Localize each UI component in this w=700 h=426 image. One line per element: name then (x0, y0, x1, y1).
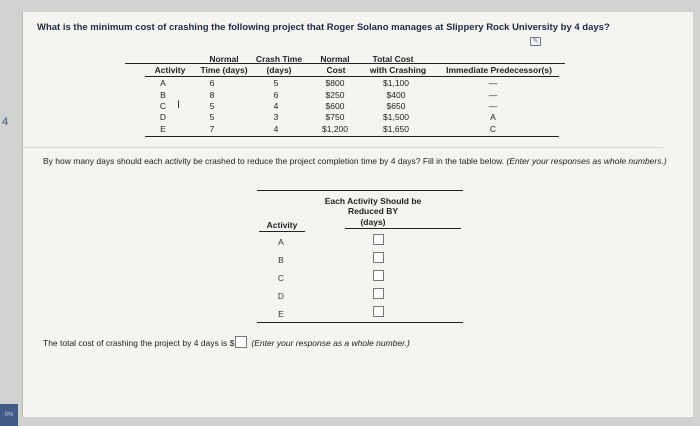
header-crash-time-1: Crash Time (255, 54, 303, 64)
cell-predecessor: — (488, 101, 498, 111)
answer-header-activity: Activity (266, 220, 298, 230)
cell-normal-time: 7 (209, 124, 215, 134)
table-bottom-rule (145, 136, 559, 137)
cell-total-cost: $1,650 (383, 124, 409, 134)
cell-activity: E (160, 124, 166, 134)
answer-activity-label: A (278, 237, 284, 247)
header-normal-time-2: Time (days) (200, 65, 248, 75)
answer-header-3: (days) (360, 217, 386, 227)
cell-total-cost: $1,100 (383, 78, 409, 88)
section-divider (23, 147, 663, 148)
answer-activity-label: D (277, 291, 285, 301)
total-cost-input[interactable] (235, 336, 247, 348)
reduce-days-input-a[interactable] (373, 234, 384, 245)
cell-total-cost: $1,500 (383, 112, 409, 122)
answer-days-rule (345, 228, 461, 229)
text-cursor-icon: I (177, 99, 181, 111)
reduce-days-input-e[interactable] (373, 306, 384, 317)
side-marker: 4 (2, 116, 9, 128)
cell-normal-time: 5 (209, 101, 215, 111)
answer-top-rule (257, 190, 463, 191)
reduce-days-input-c[interactable] (373, 270, 384, 281)
cell-normal-time: 5 (209, 112, 215, 122)
cell-total-cost: $650 (386, 101, 406, 111)
cell-predecessor: — (488, 78, 498, 88)
header-crash-time-2: (days) (266, 65, 292, 75)
cell-activity: A (160, 78, 166, 88)
reduce-days-input-d[interactable] (373, 288, 384, 299)
cell-crash-time: 5 (273, 78, 279, 88)
total-cost-prefix: The total cost of crashing the project by 4 days is $ (43, 338, 235, 348)
answer-activity-label: C (277, 273, 285, 283)
answer-header-1: Each Activity Should be (324, 196, 422, 206)
instructions (43, 156, 673, 167)
cell-normal-cost: $600 (325, 101, 345, 111)
header-normal-cost-1: Normal (320, 54, 350, 64)
corner-tag: 0% (0, 404, 18, 426)
cell-normal-cost: $750 (325, 112, 345, 122)
header-total-cost-1: Total Cost (372, 54, 414, 64)
cell-crash-time: 4 (273, 101, 279, 111)
cell-activity: D (159, 112, 167, 122)
header-activity: Activity (154, 65, 186, 75)
cell-crash-time: 6 (273, 90, 279, 100)
total-cost-line (43, 336, 410, 348)
question-panel (22, 12, 693, 417)
cell-normal-cost: $250 (325, 90, 345, 100)
cell-normal-cost: $1,200 (322, 124, 348, 134)
edit-icon[interactable]: ✎ (530, 37, 541, 46)
answer-header-2: Reduced BY (347, 206, 399, 216)
reduce-days-input-b[interactable] (373, 252, 384, 263)
question-text: What is the minimum cost of crashing the following project that Roger Solano manages at Slippery Rock University by 4 days? (37, 22, 610, 33)
cell-normal-time: 8 (209, 90, 215, 100)
answer-activity-label: E (278, 309, 284, 319)
cell-crash-time: 4 (273, 124, 279, 134)
answer-bottom-rule (257, 322, 463, 323)
table-header-rule (145, 76, 559, 77)
instructions-note: (Enter your responses as whole numbers.) (506, 156, 667, 166)
header-total-cost-2: with Crashing (369, 65, 427, 75)
cell-normal-cost: $800 (325, 78, 345, 88)
instructions-main: By how many days should each activity be crashed to reduce the project completion time by 4 days? Fill in the table below. (43, 156, 505, 166)
cell-total-cost: $400 (386, 90, 406, 100)
answer-activity-label: B (278, 255, 284, 265)
cell-predecessor: A (490, 112, 496, 122)
answer-activity-rule (259, 231, 305, 232)
cell-normal-time: 6 (209, 78, 215, 88)
header-normal-time-1: Normal (209, 54, 239, 64)
header-normal-cost-2: Cost (326, 65, 346, 75)
cell-predecessor: C (489, 124, 497, 134)
cell-crash-time: 3 (273, 112, 279, 122)
header-predecessors: Immediate Predecessor(s) (446, 65, 552, 75)
total-cost-note: (Enter your response as a whole number.) (251, 338, 410, 348)
cell-predecessor: — (488, 90, 498, 100)
cell-activity: B (160, 90, 166, 100)
cell-activity: C (159, 101, 167, 111)
